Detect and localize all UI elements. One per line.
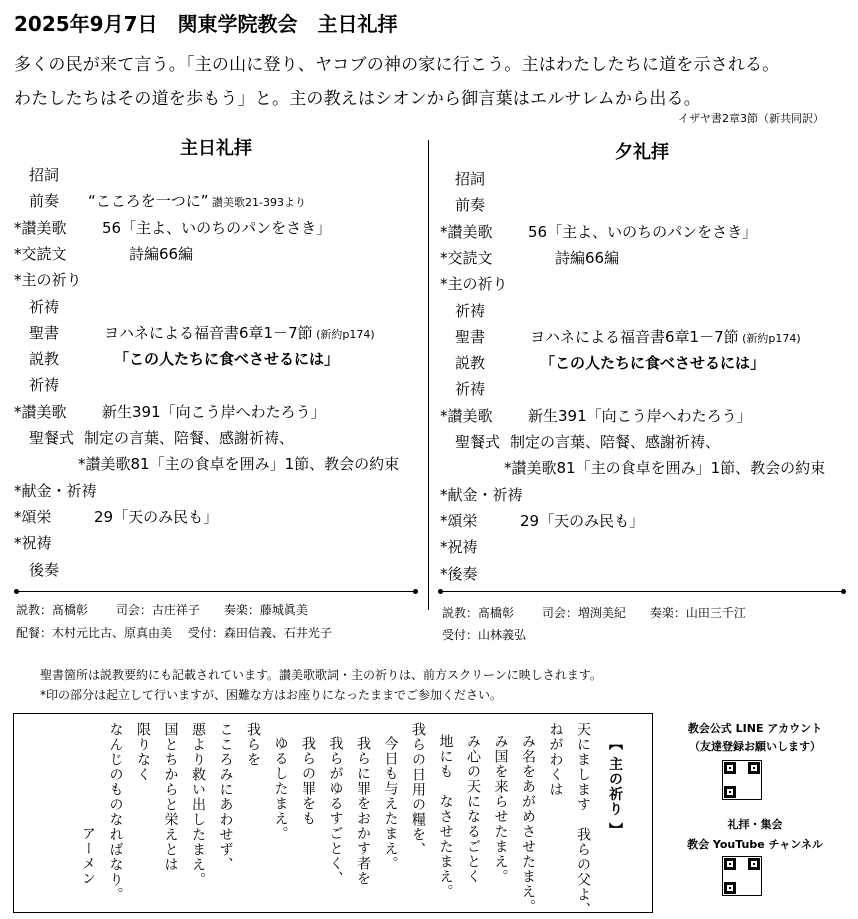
evening-item [440, 247, 844, 268]
morning-service-title: 主日礼拝 [180, 138, 252, 159]
evening-item [440, 221, 844, 242]
evening-item [440, 352, 844, 373]
verse-line-1: 多くの民が来て言う。「主の山に登り、ヤコブの神の家に行こう。主はわたしたちに道を示される。 [14, 55, 780, 75]
morning-item [14, 217, 418, 238]
morning-item [14, 532, 418, 553]
morning-staff-line-1: 説教：髙橋彰 司会：古庄祥子 奏楽：藤城眞美 [16, 603, 308, 617]
evening-item [440, 326, 844, 347]
item-label: *頌栄 [440, 511, 478, 530]
lords-prayer-line: ねがわくは [547, 722, 564, 797]
evening-item [440, 563, 844, 584]
morning-item [14, 348, 418, 369]
item-label: *主の祈り [440, 275, 508, 294]
evening-item [440, 273, 844, 294]
lords-prayer-line: 我らの罪をも [300, 736, 316, 826]
item-value: 「この人たちに食べさせるには」 [540, 354, 766, 373]
evening-service-title: 夕礼拝 [615, 142, 669, 163]
lords-prayer-line: 我らに罪をおかす者を [355, 736, 371, 886]
line-account-label: 教会公式 LINE アカウント [687, 722, 823, 735]
item-label: *交読文 [440, 248, 493, 267]
lords-prayer-line: 限りなく [135, 722, 151, 782]
item-value: 新生391「向こう岸へわたろう」 [528, 406, 752, 425]
item-value: 56「主よ、いのちのパンをさき」 [528, 222, 758, 241]
lords-prayer-line: なんじのものなればなり。 [107, 722, 124, 902]
item-value: 新生391「向こう岸へわたろう」 [102, 402, 326, 421]
item-label: *献金・祈祷 [14, 481, 97, 500]
morning-item [14, 453, 418, 474]
evening-item [440, 168, 844, 189]
lords-prayer-line: み名をあがめさせたまえ。 [520, 734, 536, 914]
lords-prayer-line: 我らがゆるすごとく、 [327, 736, 344, 886]
verse-reference: イザヤ書2章3節（新共同訳） [678, 112, 824, 125]
item-value: 29「天のみ民も」 [520, 511, 645, 530]
morning-item [14, 374, 418, 395]
morning-item [14, 296, 418, 317]
item-value: 詩編66編 [129, 244, 194, 263]
morning-item [14, 559, 418, 580]
item-label: *献金・祈祷 [440, 485, 523, 504]
lords-prayer-line: み心の天になるごとく [465, 734, 481, 884]
lords-prayer-line: 我らを [245, 722, 261, 767]
lords-prayer-line: こころみにあわせず、 [217, 722, 234, 872]
item-label: 招詞 [14, 166, 60, 184]
item-value: *讃美歌81「主の食卓を囲み」1節、教会の約束 [504, 459, 826, 478]
item-value: 29「天のみ民も」 [94, 507, 219, 526]
item-label: 説教 [14, 350, 60, 369]
lords-prayer-line: 天にまします 我らの父よ、 [575, 722, 591, 917]
morning-item [14, 480, 418, 501]
evening-item [440, 194, 844, 215]
morning-item [14, 506, 418, 527]
lords-prayer-line: 悪より救い出したまえ。 [190, 722, 206, 887]
item-value: ヨハネによる福音書6章1－7節 (新約p174) [530, 327, 801, 346]
item-note: (新約p174) [738, 331, 801, 345]
item-label: *讃美歌 [14, 402, 67, 421]
lords-prayer-line: アーメン [80, 826, 96, 886]
lords-prayer-line: 今日も与えたまえ。 [382, 736, 399, 871]
item-label: *後奏 [440, 564, 478, 583]
line-qr-code[interactable] [722, 760, 762, 800]
lords-prayer-line: 我らの日用の糧を、 [410, 722, 426, 857]
item-value: 「この人たちに食べさせるには」 [114, 350, 340, 369]
item-note: (新約p174) [312, 327, 375, 341]
lords-prayer-heading: 【 主の祈り 】 [607, 736, 623, 838]
item-label: 聖書 [440, 327, 486, 346]
item-label: 祈祷 [14, 297, 60, 316]
item-value: 制定の言葉、陪餐、感謝祈祷、 [84, 429, 295, 447]
lords-prayer-line: 国とちからと栄えとは [162, 722, 179, 872]
item-value: *讃美歌81「主の食卓を囲み」1節、教会の約束 [78, 455, 400, 474]
verse-line-2: わたしたちはその道を歩もう」と。主の教えはシオンから御言葉はエルサレムから出る。 [14, 89, 701, 109]
item-label: 前奏 [14, 192, 60, 211]
morning-item [14, 243, 418, 264]
column-divider [428, 140, 429, 610]
morning-divider-line [16, 591, 416, 592]
evening-item [440, 405, 844, 426]
morning-item [14, 190, 418, 211]
evening-divider-line [440, 591, 844, 592]
evening-item [440, 457, 844, 478]
morning-item [14, 401, 418, 422]
evening-item [440, 378, 844, 399]
item-label: *祝祷 [14, 534, 52, 553]
item-value: 56「主よ、いのちのパンをさき」 [102, 218, 332, 237]
item-label: *頌栄 [14, 507, 52, 526]
item-label: *讃美歌 [440, 222, 493, 241]
item-label: 聖書 [14, 323, 60, 342]
youtube-sub: 教会 YouTube チャンネル [687, 838, 823, 851]
evening-item [440, 536, 844, 557]
morning-staff-line-2: 配餐：木村元比古、原真由美 受付：森田信義、石井光子 [16, 626, 332, 640]
morning-item [14, 269, 418, 290]
youtube-qr-code[interactable] [722, 856, 762, 896]
item-value: “こころを一つに” 讃美歌21-393より [88, 192, 307, 211]
note-line-1: 聖書箇所は説教要約にも記載されています。讃美歌歌詞・主の祈りは、前方スクリーンに映しされます。 [40, 668, 602, 682]
item-label: *主の祈り [14, 271, 82, 290]
note-line-2: *印の部分は起立して行いますが、困難な方はお座りになったままでご参加ください。 [40, 688, 503, 702]
youtube-title: 礼拝・集会 [727, 818, 783, 831]
evening-item [440, 484, 844, 505]
item-label: 祈祷 [14, 376, 60, 395]
item-label: 招詞 [440, 170, 486, 188]
item-label: 後奏 [14, 560, 60, 579]
lords-prayer-box [13, 713, 653, 917]
item-value: 詩編66編 [555, 248, 620, 267]
lords-prayer-line: 地にも なさせたまえ。 [437, 734, 454, 899]
morning-item [14, 322, 418, 343]
lords-prayer-line: ゆるしたまえ。 [272, 736, 289, 841]
bulletin-title: 2025年9月7日 関東学院教会 主日礼拝 [14, 12, 398, 36]
morning-item [14, 427, 418, 448]
item-label: 説教 [440, 354, 486, 373]
item-label: 聖餐式 [440, 433, 501, 451]
line-account-sub: （友達登録お願いします） [689, 740, 821, 753]
evening-item [440, 431, 844, 452]
evening-item [440, 300, 844, 321]
morning-item [14, 164, 418, 185]
evening-staff-line-2: 受付：山林義弘 [442, 628, 527, 642]
lords-prayer-line: み国を来らせたまえ。 [492, 734, 509, 884]
evening-staff-line-1: 説教：髙橋彰 司会：増渕美紀 奏楽：山田三千江 [442, 606, 746, 620]
item-label: *讃美歌 [440, 406, 493, 425]
item-label: *交読文 [14, 244, 67, 263]
item-label: 祈祷 [440, 301, 486, 320]
item-label: *祝祷 [440, 538, 478, 557]
item-label: 祈祷 [440, 380, 486, 399]
item-note: 讃美歌21-393より [208, 196, 307, 210]
item-label: 聖餐式 [14, 429, 75, 447]
item-value: ヨハネによる福音書6章1－7節 (新約p174) [104, 323, 375, 342]
evening-item [440, 510, 844, 531]
item-label: 前奏 [440, 196, 486, 215]
item-label: *讃美歌 [14, 218, 67, 237]
item-value: 制定の言葉、陪餐、感謝祈祷、 [510, 433, 721, 451]
